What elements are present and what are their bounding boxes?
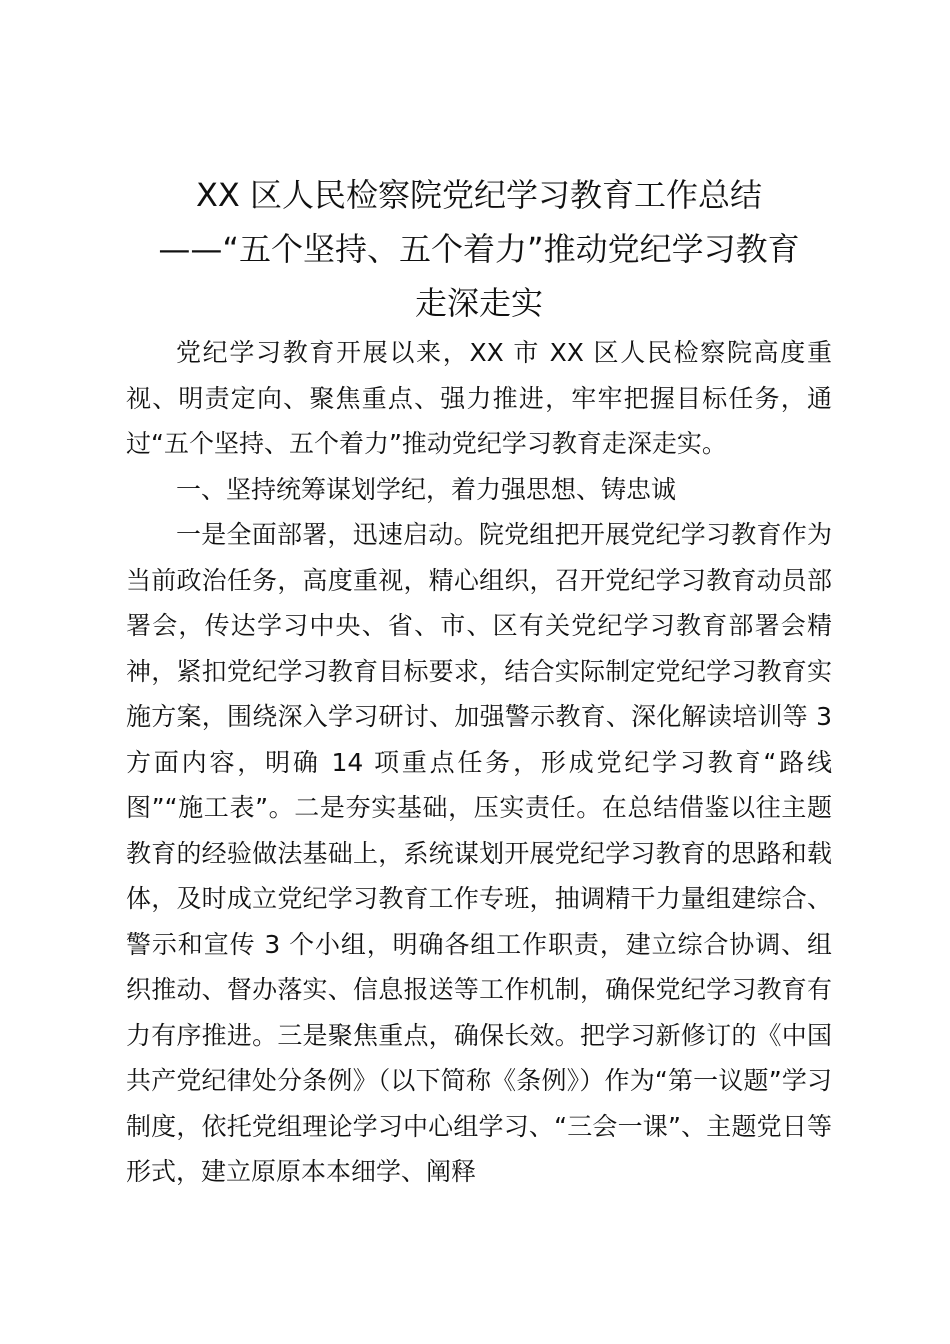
intro-paragraph: 党纪学习教育开展以来，XX 市 XX 区人民检察院高度重视、明责定向、聚焦重点、强力推进，牢牢把握目标任务，通过“五个坚持、五个着力”推动党纪学习教育走深走实。	[126, 338, 832, 458]
title-line-2: ——“五个坚持、五个着力”推动党纪学习教育	[158, 230, 800, 268]
document-body	[126, 330, 832, 1195]
body-paragraph: 一是全面部署，迅速启动。院党组把开展党纪学习教育作为当前政治任务，高度重视，精心组织，召开党纪学习教育动员部署会，传达学习中央、省、市、区有关党纪学习教育部署会精神，紧扣党纪学习教育目标要求，结合实际制定党纪学习教育实施方案，围绕深入学习研讨、加强警示教育、深化解读培训等 3 方面内容，明确 14 项重点任务，形成党纪学习教育“路线图”“施工表”。二是夯实基础，压实责任。在总结借鉴以往主题教育的经验做法基础上，系统谋划开展党纪学习教育的思路和载体，及时成立党纪学习教育工作专班，抽调精干力量组建综合、警示和宣传 3 个小组，明确各组工作职责，建立综合协调、组织推动、督办落实、信息报送等工作机制，确保党纪学习教育有力有序推进。三是聚焦重点，确保长效。把学习新修订的《中国共产党纪律处分条例》（以下简称《条例》）作为“第一议题”学习制度，依托党组理论学习中心组学习、“三会一课”、主题党日等形式，建立原原本本细学、阐释	[126, 520, 832, 1186]
title-line-3: 走深走实	[414, 284, 543, 322]
document-title	[126, 168, 832, 330]
document-page	[126, 168, 832, 1195]
section-heading-1: 一、坚持统筹谋划学纪，着力强思想、铸忠诚	[176, 474, 677, 504]
title-line-1: XX 区人民检察院党纪学习教育工作总结	[195, 176, 763, 214]
